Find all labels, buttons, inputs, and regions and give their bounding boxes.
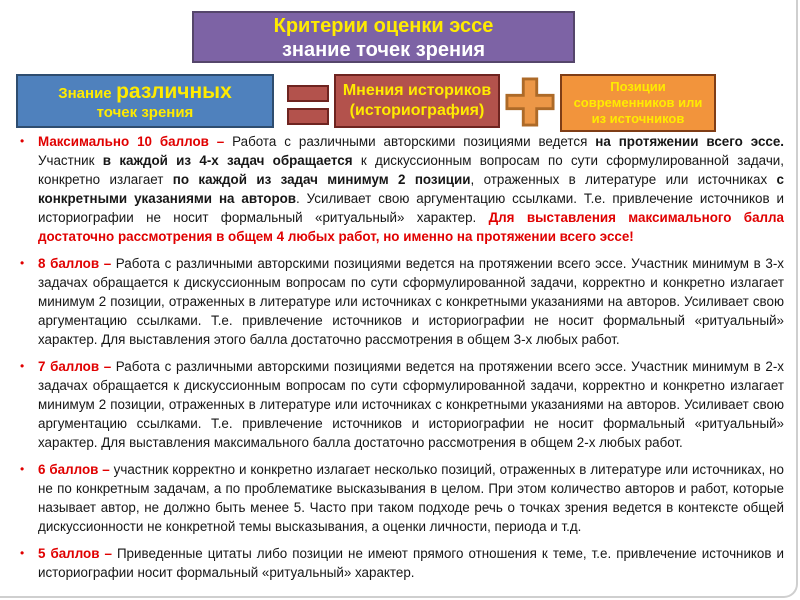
plus-icon-svg <box>505 77 555 127</box>
criteria-text-5 <box>38 544 784 582</box>
criteria-text-8 <box>38 254 784 349</box>
text-segment: Участник <box>38 153 103 168</box>
text-segment: участник корректно и конкретно излагает несколько позиций, отраженных в литературе или источниках, но не по конкретным задачам, а по проблематике высказывания в целом. При этом количество авторов и работ, которые называет автор, не должно быть менее 5. Часто при таком подходе речь о точках зрения ведется в контексте общей дискуссионности не конкретной темы высказывания, а оценки личности, периода и т.д. <box>38 462 784 534</box>
knowledge-box-line1 <box>18 80 272 104</box>
slide-title-box <box>192 11 575 63</box>
plus-icon <box>505 77 555 127</box>
positions-box-line1: Позиции <box>610 79 666 94</box>
knowledge-box <box>16 74 274 128</box>
text-segment: с конкретными указаниями на авторов <box>38 172 784 206</box>
text-segment: Работа с различными авторскими позициями ведется на протяжении всего эссе. Участник минимум в 3-х задачах обращается к дискуссионным вопросам по сути сформулированной задачи, корректно и конкретно излагает минимум 2 позиции, отраженных в литературе или источниках с конкретными указаниями на авторов. Усиливает свою аргументацию ссылками. Т.е. привлечение источников и историографии не носит формальный «ритуальный» характер. Для выставления этого балла достаточно рассмотрения в общем 3-х любых работ. <box>38 256 784 347</box>
criteria-text-7 <box>38 357 784 452</box>
text-segment: 5 баллов – <box>38 546 117 561</box>
slide-title-line2: знание точек зрения <box>281 39 486 61</box>
historians-box <box>334 74 500 128</box>
criteria-item-6 <box>16 460 784 536</box>
criteria-diagram <box>0 74 796 134</box>
bullet-marker: • <box>20 134 25 148</box>
text-segment: 8 баллов – <box>38 256 116 271</box>
criteria-item-10 <box>16 132 784 246</box>
positions-box <box>560 74 716 132</box>
bullet-marker: • <box>20 256 25 270</box>
text-segment: по каждой из задач минимум 2 позиции <box>172 172 471 187</box>
criteria-list <box>16 132 784 590</box>
text-segment: Работа с различными авторскими позициями ведется <box>232 134 596 149</box>
text-segment: Приведенные цитаты либо позиции не имеют прямого отношения к теме, т.е. привлечение источников и историографии носит формальный «ритуальный» характер. <box>38 546 784 580</box>
text-segment: Максимально 10 баллов – <box>38 134 233 149</box>
slide-title-line1: Критерии оценки эссе <box>273 15 494 37</box>
text-segment: 6 баллов – <box>38 462 114 477</box>
criteria-item-8 <box>16 254 784 349</box>
criteria-text-6 <box>38 460 784 536</box>
text-segment: 7 баллов – <box>38 359 116 374</box>
equals-shape <box>287 85 329 125</box>
knowledge-word-big: различных <box>116 80 232 103</box>
equals-bar-top <box>287 85 329 102</box>
historians-box-line2: (историография) <box>349 102 485 119</box>
positions-box-line3: из источников <box>591 111 685 126</box>
text-segment: Работа с различными авторскими позициями ведется на протяжении всего эссе. Участник минимум в 2-х задачах обращается к дискуссионным вопросам по сути сформулированной задачи, корректно и конкретно излагает минимум 2 позиции, отраженных в литературе или источниках с конкретными указаниями на авторов. Усиливает свою аргументацию ссылками. Т.е. привлечение источников и историографии не носит формальный «ритуальный» характер. Для выставления максимального балла достаточно рассмотрения в общем 2-х любых работ. <box>38 359 784 450</box>
criteria-text-10 <box>38 132 784 246</box>
text-segment: , отраженных в литературе или источниках <box>470 172 777 187</box>
text-segment: на протяжении всего эссе. <box>595 134 785 149</box>
bullet-marker: • <box>20 546 25 560</box>
text-segment: в каждой из 4-х задач обращается <box>102 153 353 168</box>
equals-bar-bottom <box>287 108 329 125</box>
bullet-marker: • <box>20 359 25 373</box>
criteria-item-7 <box>16 357 784 452</box>
positions-box-line2: современников или <box>573 95 703 110</box>
historians-box-line1: Мнения историков <box>342 82 492 99</box>
criteria-item-5 <box>16 544 784 582</box>
knowledge-box-line2: точек зрения <box>96 104 194 121</box>
text-segment: к дискуссионным вопросам по сути сформулированной задачи, конкретно излагает <box>38 153 784 187</box>
bullet-marker: • <box>20 462 25 476</box>
knowledge-word-small: Знание <box>58 85 112 102</box>
text-segment: Для выставления максимального балла достаточно рассмотрения в общем 4 любых работ, но именно на протяжении всего эссе! <box>38 210 784 244</box>
text-segment: . Усиливает свою аргументацию ссылками. Т.е. привлечение источников и историографии не носит формальный «ритуальный» характер. <box>38 191 784 225</box>
